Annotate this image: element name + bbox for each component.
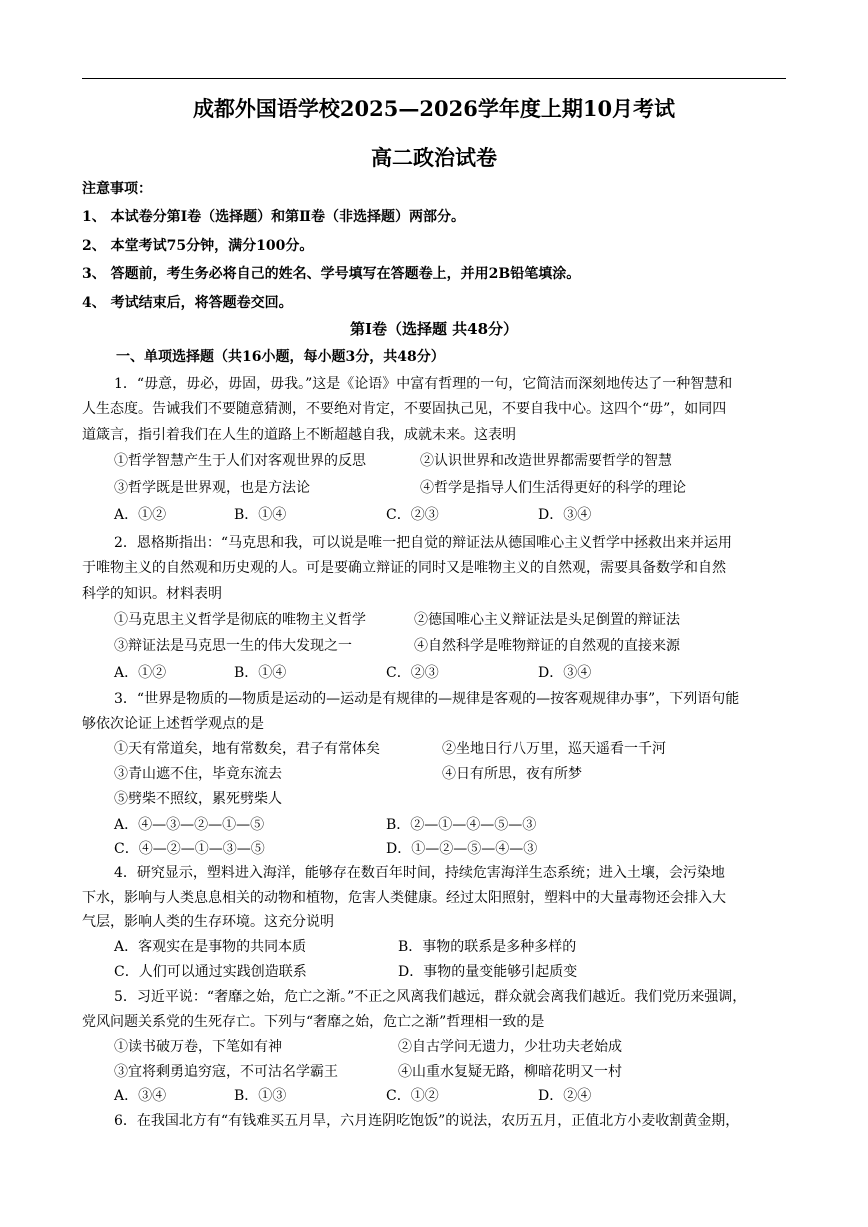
q4-choice: A．客观实在是事物的共同本质 xyxy=(114,939,307,955)
q1-option: ②认识世界和改造世界都需要哲学的智慧 xyxy=(420,453,672,469)
notes-heading: 注意事项： xyxy=(82,181,152,197)
q1-line: 人生态度。告诫我们不要随意猜测，不要绝对肯定，不要固执己见，不要自我中心。这四个“毋”，如同四 xyxy=(82,401,727,417)
q1-option: ④哲学是指导人们生活得更好的科学的理论 xyxy=(420,480,686,496)
q5-choice: D．②④ xyxy=(538,1088,592,1104)
q3-choice: D．①—②—⑤—④—③ xyxy=(386,841,538,857)
q3-line: 够依次论证上述哲学观点的是 xyxy=(82,716,264,732)
q3-option: ⑤劈柴不照纹，累死劈柴人 xyxy=(114,791,282,807)
q3-line: 3．“世界是物质的—物质是运动的—运动是有规律的—规律是客观的—按客观规律办事”，下列语句能 xyxy=(114,691,740,707)
q4-line: 下水，影响与人类息息相关的动物和植物，危害人类健康。经过太阳照射，塑料中的大量毒物还会排入大 xyxy=(82,890,726,906)
q5-line: 党风问题关系党的生死存亡。下列与“奢靡之始，危亡之渐”哲理相一致的是 xyxy=(82,1014,545,1030)
note-item: 4、 考试结束后，将答题卷交回。 xyxy=(82,295,293,311)
q5-choice: B．①③ xyxy=(234,1088,287,1104)
q5-choice: A．③④ xyxy=(114,1088,167,1104)
q3-option: ①天有常道矣，地有常数矣，君子有常体矣 xyxy=(114,741,380,757)
part-heading: 一、单项选择题（共16小题，每小题3分，共48分） xyxy=(116,349,445,365)
q2-line: 于唯物主义的自然观和历史观的人。可是要确立辩证的同时又是唯物主义的自然观，需要具备数学和自然 xyxy=(82,560,726,576)
section-title: 第Ⅰ卷（选择题 共48分） xyxy=(349,320,519,338)
q3-choice: A．④—③—②—①—⑤ xyxy=(114,817,265,833)
exam-title: 成都外国语学校2025—2026学年度上期10月考试 xyxy=(192,96,676,121)
q3-option: ③青山遮不住，毕竟东流去 xyxy=(114,766,282,782)
q1-choice: D．③④ xyxy=(538,507,592,523)
q1-option: ③哲学既是世界观，也是方法论 xyxy=(114,480,310,496)
note-item: 2、 本堂考试75分钟，满分100分。 xyxy=(82,238,314,254)
q2-line: 2．恩格斯指出：“马克思和我，可以说是唯一把自觉的辩证法从德国唯心主义哲学中拯救出来并运用 xyxy=(114,535,733,551)
q4-line: 4．研究显示，塑料进入海洋，能够存在数百年时间，持续危害海洋生态系统；进入土壤，会污染地 xyxy=(114,865,725,881)
q1-choice: A．①② xyxy=(114,507,167,523)
q5-line: 5．习近平说：“奢靡之始，危亡之渐。”不正之风离我们越远，群众就会离我们越近。我们党历来强调， xyxy=(114,989,747,1005)
q2-option: ①马克思主义哲学是彻底的唯物主义哲学 xyxy=(114,612,366,628)
q1-line: 1．“毋意，毋必，毋固，毋我。”这是《论语》中富有哲理的一句，它简洁而深刻地传达了一种智慧和 xyxy=(114,376,733,392)
q5-choice: C．①② xyxy=(386,1088,439,1104)
exam-subtitle: 高二政治试卷 xyxy=(371,145,497,170)
q4-line: 气层，影响人类的生存环境。这充分说明 xyxy=(82,914,334,930)
q6-line: 6．在我国北方有“有钱难买五月旱，六月连阴吃饱饭”的说法，农历五月，正值北方小麦收割黄金期， xyxy=(114,1113,740,1129)
q4-choice: B．事物的联系是多种多样的 xyxy=(398,939,577,955)
q2-choice: C．②③ xyxy=(386,665,439,681)
q3-choice: B．②—①—④—⑤—③ xyxy=(386,817,537,833)
q5-option: ③宜将剩勇追穷寇，不可沽名学霸王 xyxy=(114,1064,338,1080)
q5-option: ①读书破万卷，下笔如有神 xyxy=(114,1039,282,1055)
q3-option: ②坐地日行八万里，巡天遥看一千河 xyxy=(442,741,666,757)
q5-option: ④山重水复疑无路，柳暗花明又一村 xyxy=(398,1064,622,1080)
q2-option: ④自然科学是唯物辩证的自然观的直接来源 xyxy=(414,638,680,654)
q4-choice: C．人们可以通过实践创造联系 xyxy=(114,964,307,980)
q3-option: ④日有所思，夜有所梦 xyxy=(442,766,582,782)
q1-option: ①哲学智慧产生于人们对客观世界的反思 xyxy=(114,453,366,469)
q1-choice: C．②③ xyxy=(386,507,439,523)
q3-choice: C．④—②—①—③—⑤ xyxy=(114,841,265,857)
header-rule xyxy=(82,78,786,79)
q2-choice: A．①② xyxy=(114,665,167,681)
q1-line: 道箴言，指引着我们在人生的道路上不断超越自我，成就未来。这表明 xyxy=(82,427,516,443)
note-item: 3、 答题前，考生务必将自己的姓名、学号填写在答题卷上，并用2B铅笔填涂。 xyxy=(82,266,581,282)
note-item: 1、 本试卷分第Ⅰ卷（选择题）和第Ⅱ卷（非选择题）两部分。 xyxy=(82,209,465,225)
q2-option: ③辩证法是马克思一生的伟大发现之一 xyxy=(114,638,352,654)
q2-choice: B．①④ xyxy=(234,665,287,681)
q2-option: ②德国唯心主义辩证法是头足倒置的辩证法 xyxy=(414,612,680,628)
q5-option: ②自古学问无遗力，少壮功夫老始成 xyxy=(398,1039,622,1055)
q2-choice: D．③④ xyxy=(538,665,592,681)
q1-choice: B．①④ xyxy=(234,507,287,523)
q4-choice: D．事物的量变能够引起质变 xyxy=(398,964,578,980)
q2-line: 科学的知识。材料表明 xyxy=(82,586,222,602)
